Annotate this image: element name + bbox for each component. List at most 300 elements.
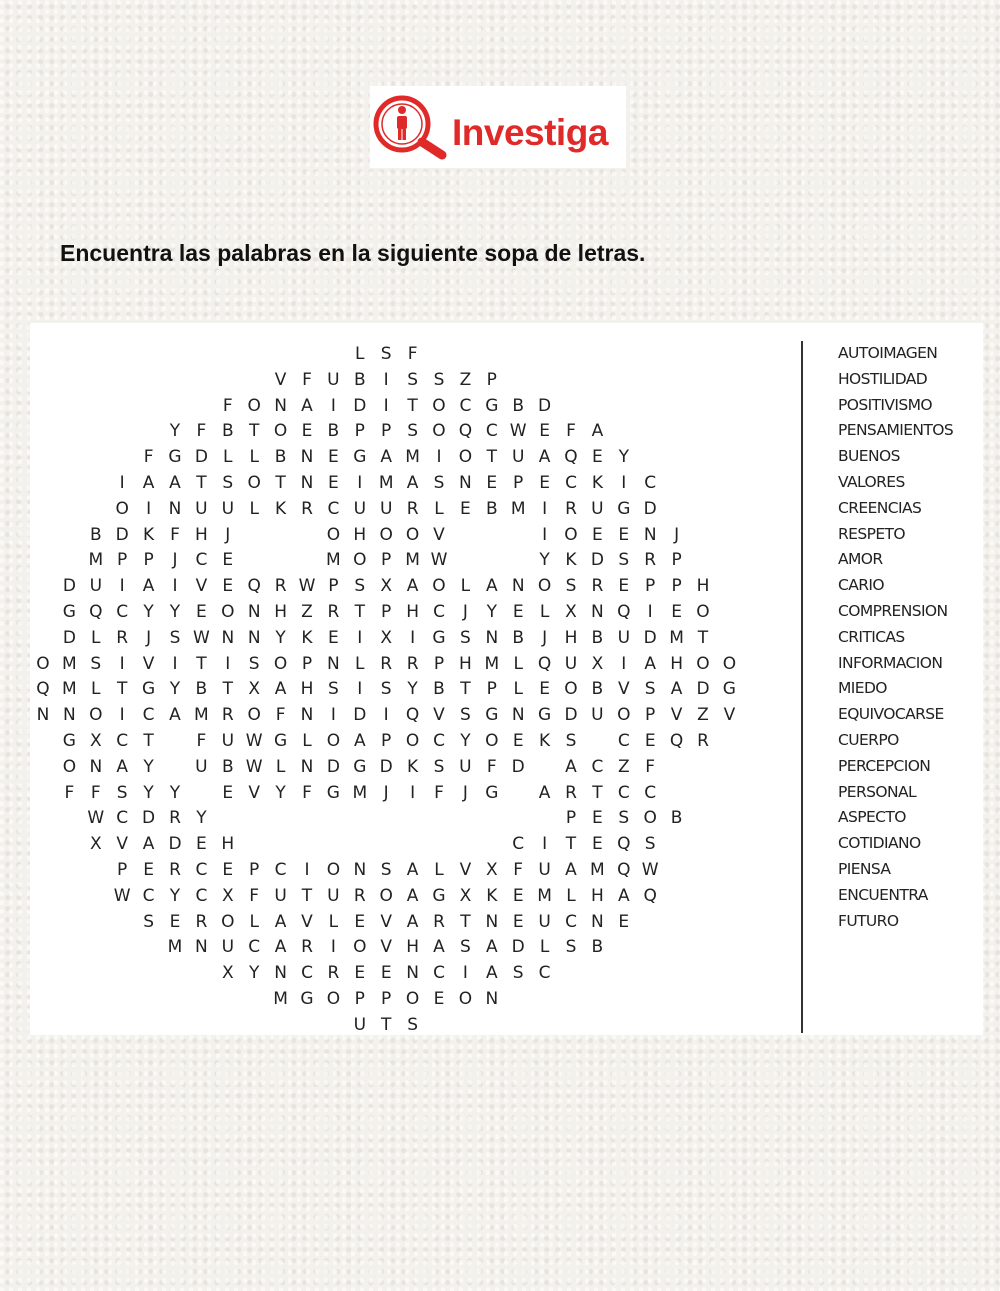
- grid-letter[interactable]: Q: [564, 447, 578, 468]
- grid-letter[interactable]: E: [618, 911, 630, 932]
- grid-letter[interactable]: H: [353, 524, 367, 545]
- grid-letter[interactable]: Z: [697, 705, 709, 726]
- grid-letter[interactable]: E: [328, 473, 339, 493]
- grid-letter[interactable]: N: [591, 602, 604, 622]
- grid-letter[interactable]: I: [436, 447, 442, 468]
- grid-letter[interactable]: A: [406, 911, 419, 932]
- grid-letter[interactable]: X: [248, 679, 261, 700]
- grid-letter[interactable]: O: [353, 937, 367, 958]
- grid-letter[interactable]: J: [146, 627, 152, 648]
- grid-letter[interactable]: L: [249, 447, 259, 468]
- grid-letter[interactable]: E: [512, 602, 524, 622]
- grid-letter[interactable]: R: [697, 731, 709, 751]
- grid-letter[interactable]: M: [590, 860, 605, 880]
- grid-letter[interactable]: N: [327, 653, 340, 674]
- grid-letter[interactable]: L: [275, 756, 286, 777]
- grid-letter[interactable]: W: [245, 756, 263, 777]
- grid-letter[interactable]: R: [433, 911, 445, 932]
- grid-letter[interactable]: V: [459, 860, 472, 880]
- grid-letter[interactable]: X: [565, 602, 577, 622]
- grid-letter[interactable]: R: [116, 627, 129, 648]
- grid-letter[interactable]: N: [300, 447, 314, 468]
- grid-letter[interactable]: C: [512, 834, 525, 855]
- grid-letter[interactable]: X: [221, 885, 234, 906]
- grid-letter[interactable]: E: [328, 447, 339, 468]
- grid-letter[interactable]: I: [462, 963, 468, 984]
- grid-letter[interactable]: R: [591, 576, 604, 597]
- grid-letter[interactable]: V: [433, 524, 445, 545]
- grid-letter[interactable]: C: [433, 731, 445, 751]
- grid-letter[interactable]: D: [643, 627, 657, 648]
- grid-letter[interactable]: O: [564, 679, 578, 700]
- grid-letter[interactable]: Q: [405, 705, 420, 726]
- grid-letter[interactable]: C: [565, 911, 577, 932]
- grid-letter[interactable]: U: [379, 498, 393, 519]
- grid-letter[interactable]: Y: [275, 782, 286, 803]
- grid-letter[interactable]: C: [591, 756, 604, 777]
- grid-letter[interactable]: C: [327, 498, 340, 519]
- grid-letter[interactable]: O: [221, 911, 235, 932]
- grid-letter[interactable]: U: [353, 498, 367, 519]
- grid-letter[interactable]: N: [247, 627, 261, 648]
- grid-letter[interactable]: F: [434, 782, 444, 803]
- grid-letter[interactable]: J: [172, 550, 178, 571]
- grid-letter[interactable]: P: [671, 550, 682, 571]
- grid-letter[interactable]: E: [328, 627, 339, 648]
- grid-letter[interactable]: V: [274, 369, 287, 390]
- grid-letter[interactable]: E: [301, 421, 313, 442]
- grid-letter[interactable]: W: [430, 550, 448, 571]
- grid-letter[interactable]: H: [696, 576, 710, 597]
- grid-letter[interactable]: E: [618, 524, 630, 545]
- grid-letter[interactable]: N: [511, 576, 525, 597]
- grid-letter[interactable]: K: [486, 885, 498, 906]
- grid-letter[interactable]: S: [407, 1014, 418, 1035]
- grid-letter[interactable]: G: [168, 447, 182, 468]
- grid-letter[interactable]: A: [142, 834, 155, 855]
- grid-letter[interactable]: E: [592, 447, 603, 468]
- grid-letter[interactable]: R: [565, 782, 577, 803]
- grid-letter[interactable]: T: [301, 885, 313, 906]
- grid-letter[interactable]: H: [670, 653, 683, 674]
- grid-letter[interactable]: I: [172, 653, 178, 674]
- grid-letter[interactable]: F: [170, 524, 180, 545]
- grid-letter[interactable]: Q: [458, 421, 473, 442]
- grid-letter[interactable]: H: [564, 627, 578, 648]
- grid-letter[interactable]: X: [89, 731, 102, 751]
- grid-letter[interactable]: W: [192, 627, 210, 648]
- grid-letter[interactable]: G: [353, 756, 367, 777]
- grid-letter[interactable]: I: [542, 834, 548, 855]
- grid-letter[interactable]: P: [381, 550, 392, 571]
- grid-letter[interactable]: S: [143, 911, 154, 932]
- grid-letter[interactable]: E: [196, 602, 207, 622]
- grid-letter[interactable]: P: [117, 550, 128, 571]
- grid-letter[interactable]: P: [354, 989, 365, 1009]
- grid-letter[interactable]: H: [221, 834, 235, 855]
- grid-letter[interactable]: D: [142, 808, 156, 829]
- grid-letter[interactable]: C: [195, 885, 208, 906]
- grid-letter[interactable]: R: [644, 550, 657, 571]
- grid-letter[interactable]: C: [433, 963, 445, 984]
- grid-letter[interactable]: F: [407, 344, 418, 364]
- grid-letter[interactable]: H: [458, 653, 472, 674]
- grid-letter[interactable]: P: [486, 679, 497, 700]
- grid-letter[interactable]: O: [405, 524, 420, 545]
- grid-letter[interactable]: A: [380, 447, 392, 468]
- grid-letter[interactable]: O: [432, 395, 446, 416]
- grid-letter[interactable]: G: [62, 731, 76, 751]
- grid-letter[interactable]: D: [511, 937, 525, 958]
- grid-letter[interactable]: C: [433, 602, 445, 622]
- grid-letter[interactable]: S: [565, 937, 577, 958]
- grid-letter[interactable]: G: [432, 885, 446, 906]
- grid-letter[interactable]: C: [617, 731, 630, 751]
- grid-letter[interactable]: Y: [143, 756, 154, 777]
- grid-letter[interactable]: M: [669, 627, 684, 648]
- grid-letter[interactable]: B: [512, 395, 525, 416]
- grid-letter[interactable]: M: [378, 473, 394, 493]
- grid-letter[interactable]: C: [142, 705, 155, 726]
- grid-letter[interactable]: E: [169, 911, 181, 932]
- grid-letter[interactable]: M: [167, 937, 183, 958]
- grid-letter[interactable]: N: [459, 473, 472, 493]
- grid-letter[interactable]: L: [460, 576, 471, 597]
- grid-letter[interactable]: O: [326, 860, 341, 880]
- grid-letter[interactable]: E: [222, 782, 234, 803]
- grid-letter[interactable]: U: [327, 369, 340, 390]
- grid-letter[interactable]: R: [327, 963, 340, 984]
- grid-letter[interactable]: D: [62, 627, 76, 648]
- grid-letter[interactable]: U: [221, 937, 235, 958]
- grid-letter[interactable]: T: [380, 1014, 392, 1035]
- grid-letter[interactable]: D: [696, 679, 710, 700]
- grid-letter[interactable]: S: [407, 369, 418, 390]
- grid-letter[interactable]: Y: [539, 550, 550, 571]
- grid-letter[interactable]: U: [89, 576, 103, 597]
- grid-letter[interactable]: Y: [460, 731, 471, 751]
- grid-letter[interactable]: S: [618, 550, 630, 571]
- grid-letter[interactable]: O: [36, 653, 50, 674]
- grid-letter[interactable]: T: [143, 731, 154, 751]
- grid-letter[interactable]: S: [618, 808, 630, 829]
- grid-letter[interactable]: I: [330, 395, 336, 416]
- grid-letter[interactable]: W: [509, 421, 527, 442]
- grid-letter[interactable]: I: [647, 602, 653, 622]
- grid-letter[interactable]: N: [63, 705, 76, 726]
- grid-letter[interactable]: P: [354, 421, 365, 442]
- grid-letter[interactable]: B: [591, 627, 604, 648]
- grid-letter[interactable]: I: [383, 705, 389, 726]
- grid-letter[interactable]: A: [565, 756, 577, 777]
- grid-letter[interactable]: G: [62, 602, 76, 622]
- grid-letter[interactable]: H: [406, 602, 419, 622]
- grid-letter[interactable]: V: [142, 653, 155, 674]
- grid-letter[interactable]: Y: [143, 602, 154, 622]
- grid-letter[interactable]: D: [511, 756, 525, 777]
- grid-letter[interactable]: E: [222, 576, 234, 597]
- grid-letter[interactable]: U: [511, 447, 525, 468]
- grid-letter[interactable]: I: [119, 576, 125, 597]
- grid-letter[interactable]: T: [592, 782, 603, 803]
- grid-letter[interactable]: P: [645, 705, 656, 726]
- grid-letter[interactable]: I: [410, 782, 416, 803]
- grid-letter[interactable]: A: [142, 473, 155, 493]
- grid-letter[interactable]: F: [645, 756, 656, 777]
- grid-letter[interactable]: V: [380, 937, 392, 958]
- grid-letter[interactable]: J: [383, 782, 389, 803]
- grid-letter[interactable]: S: [222, 473, 234, 493]
- grid-letter[interactable]: X: [380, 576, 393, 597]
- grid-letter[interactable]: S: [90, 653, 102, 674]
- grid-letter[interactable]: Q: [247, 576, 261, 597]
- grid-letter[interactable]: O: [62, 756, 77, 777]
- grid-letter[interactable]: K: [591, 473, 603, 493]
- grid-letter[interactable]: X: [459, 885, 472, 906]
- grid-letter[interactable]: B: [89, 524, 102, 545]
- grid-letter[interactable]: I: [621, 653, 627, 674]
- grid-letter[interactable]: K: [407, 756, 419, 777]
- grid-letter[interactable]: U: [327, 885, 340, 906]
- grid-letter[interactable]: E: [539, 421, 550, 442]
- grid-letter[interactable]: N: [485, 911, 499, 932]
- grid-letter[interactable]: I: [542, 498, 548, 519]
- grid-letter[interactable]: D: [194, 447, 208, 468]
- grid-letter[interactable]: P: [433, 653, 445, 674]
- grid-letter[interactable]: E: [222, 550, 234, 571]
- grid-letter[interactable]: P: [301, 653, 313, 674]
- grid-letter[interactable]: G: [538, 705, 552, 726]
- grid-letter[interactable]: Q: [643, 885, 657, 906]
- grid-letter[interactable]: L: [91, 627, 101, 648]
- grid-letter[interactable]: O: [89, 705, 103, 726]
- grid-letter[interactable]: T: [275, 473, 286, 493]
- grid-letter[interactable]: R: [380, 653, 393, 674]
- grid-letter[interactable]: V: [670, 705, 683, 726]
- grid-letter[interactable]: C: [142, 885, 155, 906]
- grid-letter[interactable]: V: [723, 705, 736, 726]
- grid-letter[interactable]: V: [248, 782, 260, 803]
- grid-letter[interactable]: T: [460, 679, 471, 700]
- grid-letter[interactable]: M: [194, 705, 209, 726]
- grid-letter[interactable]: B: [485, 498, 498, 519]
- grid-letter[interactable]: E: [460, 498, 471, 519]
- grid-letter[interactable]: I: [383, 395, 389, 416]
- grid-letter[interactable]: E: [512, 731, 524, 751]
- grid-letter[interactable]: Z: [301, 602, 313, 622]
- grid-letter[interactable]: B: [195, 679, 208, 700]
- grid-letter[interactable]: N: [485, 989, 499, 1009]
- grid-letter[interactable]: P: [381, 602, 392, 622]
- grid-letter[interactable]: X: [89, 834, 102, 855]
- grid-letter[interactable]: L: [249, 911, 259, 932]
- grid-letter[interactable]: I: [225, 653, 231, 674]
- grid-letter[interactable]: U: [195, 756, 208, 777]
- grid-letter[interactable]: B: [512, 627, 525, 648]
- grid-letter[interactable]: H: [406, 937, 419, 958]
- grid-letter[interactable]: Y: [248, 963, 260, 984]
- grid-letter[interactable]: F: [196, 731, 207, 751]
- grid-letter[interactable]: O: [485, 731, 499, 751]
- grid-letter[interactable]: D: [353, 395, 367, 416]
- grid-letter[interactable]: O: [696, 602, 710, 622]
- grid-letter[interactable]: O: [432, 421, 446, 442]
- grid-letter[interactable]: O: [722, 653, 737, 674]
- grid-letter[interactable]: U: [274, 885, 287, 906]
- grid-letter[interactable]: K: [565, 550, 577, 571]
- grid-letter[interactable]: F: [222, 395, 233, 416]
- grid-letter[interactable]: A: [538, 447, 551, 468]
- grid-letter[interactable]: T: [565, 834, 577, 855]
- grid-letter[interactable]: X: [221, 963, 234, 984]
- grid-letter[interactable]: P: [565, 808, 577, 829]
- grid-letter[interactable]: I: [172, 576, 178, 597]
- grid-letter[interactable]: I: [383, 369, 389, 390]
- grid-letter[interactable]: L: [434, 498, 444, 519]
- grid-letter[interactable]: E: [354, 911, 366, 932]
- grid-letter[interactable]: A: [485, 937, 498, 958]
- grid-letter[interactable]: L: [539, 602, 550, 622]
- grid-letter[interactable]: C: [116, 602, 129, 622]
- grid-letter[interactable]: H: [300, 679, 314, 700]
- grid-letter[interactable]: D: [643, 498, 657, 519]
- grid-letter[interactable]: N: [300, 473, 314, 493]
- grid-letter[interactable]: B: [327, 421, 340, 442]
- grid-letter[interactable]: I: [410, 627, 416, 648]
- grid-letter[interactable]: I: [330, 937, 336, 958]
- grid-letter[interactable]: V: [617, 679, 630, 700]
- grid-letter[interactable]: A: [406, 885, 419, 906]
- grid-letter[interactable]: O: [247, 395, 261, 416]
- grid-letter[interactable]: A: [591, 421, 604, 442]
- grid-letter[interactable]: U: [564, 653, 578, 674]
- grid-letter[interactable]: R: [406, 498, 419, 519]
- grid-letter[interactable]: I: [119, 473, 125, 493]
- grid-letter[interactable]: K: [301, 627, 313, 648]
- grid-letter[interactable]: Y: [407, 679, 418, 700]
- grid-letter[interactable]: E: [592, 808, 603, 829]
- grid-letter[interactable]: S: [565, 731, 577, 751]
- grid-letter[interactable]: T: [196, 473, 207, 493]
- grid-letter[interactable]: G: [432, 627, 446, 648]
- grid-letter[interactable]: T: [486, 447, 497, 468]
- grid-letter[interactable]: L: [434, 860, 444, 880]
- grid-letter[interactable]: M: [273, 989, 288, 1009]
- grid-letter[interactable]: Y: [618, 447, 629, 468]
- grid-letter[interactable]: E: [512, 911, 524, 932]
- grid-letter[interactable]: B: [221, 421, 234, 442]
- grid-letter[interactable]: I: [621, 473, 627, 493]
- grid-letter[interactable]: I: [119, 705, 125, 726]
- grid-letter[interactable]: G: [142, 679, 156, 700]
- grid-letter[interactable]: C: [301, 963, 313, 984]
- grid-letter[interactable]: R: [353, 885, 366, 906]
- grid-letter[interactable]: H: [274, 602, 287, 622]
- grid-letter[interactable]: D: [379, 756, 393, 777]
- grid-letter[interactable]: I: [146, 498, 152, 519]
- grid-letter[interactable]: L: [223, 447, 233, 468]
- grid-letter[interactable]: F: [302, 782, 312, 803]
- grid-letter[interactable]: Q: [89, 602, 103, 622]
- grid-letter[interactable]: H: [194, 524, 208, 545]
- grid-letter[interactable]: A: [433, 937, 445, 958]
- grid-letter[interactable]: J: [542, 627, 548, 648]
- grid-letter[interactable]: N: [274, 395, 287, 416]
- grid-letter[interactable]: S: [512, 963, 524, 984]
- grid-letter[interactable]: C: [485, 421, 498, 442]
- grid-letter[interactable]: X: [485, 860, 498, 880]
- grid-letter[interactable]: S: [644, 834, 656, 855]
- grid-letter[interactable]: O: [432, 576, 446, 597]
- grid-letter[interactable]: M: [62, 653, 77, 674]
- grid-letter[interactable]: U: [459, 756, 472, 777]
- grid-letter[interactable]: R: [301, 498, 313, 519]
- grid-letter[interactable]: F: [196, 421, 207, 442]
- grid-letter[interactable]: G: [485, 705, 499, 726]
- grid-letter[interactable]: P: [381, 989, 392, 1009]
- grid-letter[interactable]: T: [196, 653, 207, 674]
- grid-letter[interactable]: O: [617, 705, 631, 726]
- grid-letter[interactable]: T: [460, 911, 471, 932]
- grid-letter[interactable]: P: [513, 473, 524, 493]
- grid-letter[interactable]: E: [222, 860, 234, 880]
- grid-letter[interactable]: E: [644, 731, 656, 751]
- grid-letter[interactable]: I: [330, 705, 336, 726]
- grid-letter[interactable]: R: [169, 808, 181, 829]
- grid-letter[interactable]: S: [644, 679, 656, 700]
- grid-letter[interactable]: C: [644, 782, 657, 803]
- grid-letter[interactable]: F: [90, 782, 101, 803]
- grid-letter[interactable]: O: [115, 498, 129, 519]
- grid-letter[interactable]: O: [247, 473, 261, 493]
- grid-letter[interactable]: P: [249, 860, 260, 880]
- grid-letter[interactable]: A: [142, 576, 155, 597]
- grid-letter[interactable]: F: [486, 756, 497, 777]
- grid-letter[interactable]: W: [87, 808, 105, 829]
- grid-letter[interactable]: F: [513, 860, 524, 880]
- grid-letter[interactable]: U: [353, 1014, 367, 1035]
- grid-letter[interactable]: B: [670, 808, 683, 829]
- grid-letter[interactable]: P: [381, 731, 392, 751]
- grid-letter[interactable]: X: [591, 653, 604, 674]
- grid-letter[interactable]: D: [168, 834, 182, 855]
- grid-letter[interactable]: N: [353, 860, 367, 880]
- grid-letter[interactable]: R: [406, 653, 419, 674]
- grid-letter[interactable]: O: [564, 524, 578, 545]
- grid-letter[interactable]: B: [353, 369, 366, 390]
- grid-letter[interactable]: M: [352, 782, 368, 803]
- grid-letter[interactable]: L: [302, 731, 312, 751]
- grid-letter[interactable]: F: [249, 885, 260, 906]
- grid-letter[interactable]: M: [537, 885, 552, 906]
- grid-letter[interactable]: P: [486, 369, 497, 390]
- grid-letter[interactable]: Z: [459, 369, 472, 390]
- grid-letter[interactable]: Y: [169, 679, 181, 700]
- grid-letter[interactable]: D: [115, 524, 129, 545]
- grid-letter[interactable]: A: [485, 963, 498, 984]
- grid-letter[interactable]: M: [326, 550, 341, 571]
- grid-letter[interactable]: X: [380, 627, 393, 648]
- grid-letter[interactable]: G: [617, 498, 631, 519]
- grid-letter[interactable]: P: [671, 576, 682, 597]
- grid-letter[interactable]: Y: [169, 885, 181, 906]
- grid-letter[interactable]: W: [113, 885, 131, 906]
- grid-letter[interactable]: P: [328, 576, 339, 597]
- grid-letter[interactable]: B: [591, 937, 604, 958]
- grid-letter[interactable]: B: [433, 679, 445, 700]
- grid-letter[interactable]: D: [326, 756, 340, 777]
- grid-letter[interactable]: U: [591, 498, 604, 519]
